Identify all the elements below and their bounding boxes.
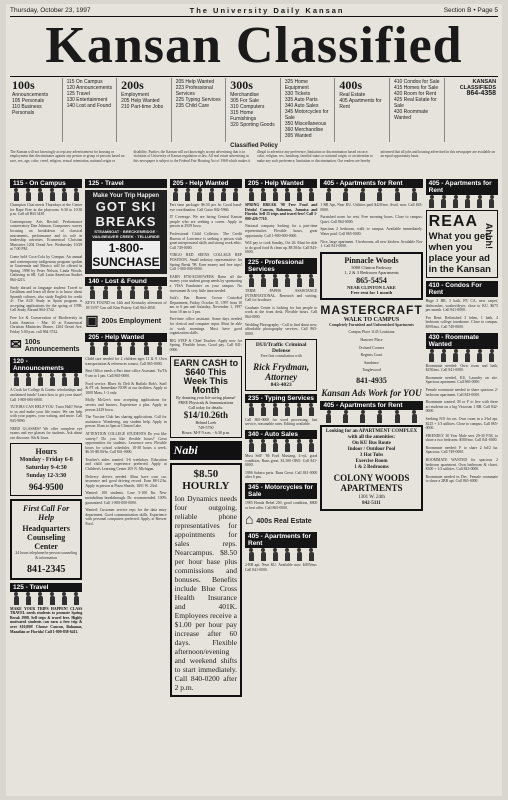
section-header: 125 - Travel bbox=[10, 583, 82, 592]
megaphone-icon: ✉ bbox=[10, 338, 22, 354]
section-header: 340 - Auto Sales bbox=[245, 430, 317, 439]
classified-ad: Will pay to cook Sunday, Oct 26. Must be able to do good food & clean up. $8.50/hr. Call 843-0000. bbox=[245, 241, 318, 255]
index-line: 395 Wanted bbox=[284, 133, 312, 139]
section-header: 410 - Condos For Rent bbox=[426, 281, 498, 297]
section-header: 205 - Help Wanted bbox=[245, 179, 317, 188]
classified-ad: IT Coverage. We are hiring Central Kansas people who are seeking a career. Apply in person at 2929 Iowa. bbox=[169, 215, 242, 229]
people-strip-icon bbox=[245, 405, 317, 416]
classified-ad: 1 BR Apt, Near KU. Utilities paid $420/mo. Avail. now. Call 843-0000. bbox=[320, 203, 423, 212]
announcements-banner: ✉ 100s Announcements bbox=[10, 338, 80, 354]
index-icon-300s: 300s bbox=[230, 78, 253, 92]
classified-ad: MAKE YOUR TRIPS HAPPEN! CLASS TRAVEL needs students to promote Spring Break 1998. Sell trips & travel free. Highly motivated students can earn a free trip & over $10,000! Choose Cancun, Bahamas, Mazatlan or Florida! Call 1-800-838-6411. bbox=[10, 606, 83, 634]
index-col-7 bbox=[337, 78, 390, 142]
contact-block bbox=[447, 78, 499, 142]
section-header: 405 - Apartments for Rent bbox=[320, 401, 422, 410]
houses-strip-icon bbox=[426, 197, 498, 208]
index-line: 235 Child Care bbox=[175, 103, 210, 109]
classified-index bbox=[10, 78, 498, 142]
index-line: 320 Sporting Goods bbox=[230, 122, 275, 128]
classified-ad: ATTENTION COLLEGE STUDENTS Do you like variety? Do you like flexible hours? Great opportunities for students. Lawrence area. Flexible hours for school schedules. 10-30 hours a week. $6.50-$8.00/hr. Call 841-0000. bbox=[85, 431, 167, 455]
masthead-rule bbox=[10, 76, 498, 77]
index-line: 420 Room for Rent bbox=[393, 91, 437, 97]
index-line: 345 Motorcycles for Sale bbox=[284, 109, 329, 121]
people-strip-icon bbox=[85, 344, 166, 355]
index-col-6 bbox=[283, 78, 336, 142]
plasma-ad: EARN CASH to $640 This Week This Month By donating your life saving plasma! FREE Physicals & Immunizations Call today for details: $14/10.26th Behind Loeb 749-5750 Hours: M-F 9 a.m. - 6:30 p.m. bbox=[170, 356, 242, 438]
classified-ad: Part-time office assistant: Some days needed for clerical and computer input. Must be able to work mornings. Must have good organization skills. bbox=[169, 317, 242, 336]
index-line: Announcements bbox=[12, 92, 49, 98]
classified-ad: VIRGO RED SEENS COLLEGE REP POSITION. Small industry representative for Spring Break '98. Earn money and free trips! Call 1-800-000-0000. bbox=[169, 253, 242, 272]
index-line: 125 Travel bbox=[66, 91, 90, 97]
index-line: 315 Home Furnishings bbox=[230, 110, 257, 122]
index-col-8 bbox=[392, 78, 445, 142]
classified-ad: 2-BR apt, Near KU. Available now. $495/mo. Call 841-0000. bbox=[245, 563, 318, 572]
briefcase-icon: ▣ bbox=[85, 314, 99, 330]
index-line: 305 For Sale bbox=[230, 98, 259, 104]
index-col-3 bbox=[119, 78, 172, 142]
index-line: 410 Condos for Sale bbox=[393, 79, 440, 85]
section-header: 205 - Help Wanted bbox=[85, 333, 166, 342]
policy-text: The Kansan will not knowingly accept any advertisement for housing or employment that discriminates against any person or group of persons based on race, sex, age, color, creed, religion, sexual orientation, national origin or disability. Further, the Kansan will not knowingly accept advertising that is in violation of University of Kansas regulation or law. All real estate advertising in this newspaper is subject to the Federal Fair Housing Act of 1968 which makes it illegal to advertise any preference, limitation or discrimination based on race, color, religion, sex, handicap, familial status or national origin, or an intention to make any such preference, limitation or discrimination. Our readers are hereby informed that all jobs and housing advertised in this newspaper are available on an equal opportunity basis. bbox=[10, 150, 496, 163]
first-call-ad: First Call For Help Headquarters Counseling Center 24 hours telephone/in-person counseling & information 841-2345 bbox=[10, 499, 82, 579]
classified-ad: Best Office needs a Part time office Assistant. Tu/Th 9 am to 1 pm. Call 865-0000. bbox=[85, 369, 167, 378]
page-header bbox=[10, 6, 498, 15]
car-strip-icon bbox=[245, 441, 317, 452]
people-strip-icon bbox=[245, 276, 317, 287]
section-header: 405 - Apartments for Rent bbox=[320, 179, 422, 188]
classified-ad: The Vaccine Club has sharing applications. Call for assistance. Wondering, any student help. Apply in person 10am to 3pm at Clinton Lake. bbox=[85, 415, 167, 429]
houses-strip-icon bbox=[320, 190, 422, 201]
classified-ad: Free Ice & Conservation of Biodiversity in Latin America - Mar. 10 at Ecumenical Christian Ministries Dinner, 1204 Oread Ave. Friday 5:00 p.m. call 864-3742. bbox=[10, 316, 83, 334]
index-icon-400s: 400s bbox=[339, 78, 363, 92]
classified-ad: Wanted: 100 students. Lose 5-100 lbs. New metabolism breakthrough. Dr. recommended. 100% guaranteed. Call 1-800-000-0000. bbox=[85, 491, 167, 505]
index-col-5 bbox=[228, 78, 281, 142]
classified-ad: A Cook for College & Grants: scholarships and unclaimed funds! Learn how to get your share! Call 1-800-000-0000. bbox=[10, 388, 83, 402]
classified-ad: Professional Child Collector. The Credit Bureau of Lawrence is seeking a person with great interpersonal skills and strong work ethic. Call 749-0000. bbox=[169, 231, 242, 250]
section-header: 225 - Professional Services bbox=[245, 258, 317, 274]
kansan-self-promo-ad: REAA What you get when you place your ad in the Kansan Ahhh! bbox=[426, 210, 498, 278]
classified-ad: Food service. Blues St. Deli & Buffalo Bob's. Staff & PT ok. Immediate NOW at our facilities. Apply at 1008 Mass, 1-3 only. bbox=[85, 381, 167, 395]
classified-ad: Must Sell! '86 Ford Mustang, 4-cyl, good condition. Runs great. $1,500 OBO. Call 841-0000. bbox=[245, 454, 318, 468]
people-strip-icon bbox=[170, 190, 242, 201]
classified-ad: Teacher's aides wanted. 3-6 weekdays. Education and child care experience preferred. Apply at Children's Learning Center 205 N. Michigan. bbox=[85, 457, 167, 472]
section-header: 125 - Travel bbox=[85, 179, 166, 188]
classified-ad: Call 865-0000 for word processing, fast service, reasonable rates. Editing available. bbox=[245, 417, 318, 427]
section-page: Section B • Page 5 bbox=[443, 7, 498, 14]
index-line: 325 Home Equipment bbox=[284, 79, 309, 91]
classified-ad: Graduate Center is looking for fun people to work at the front desk. Flexible hours. Call 864-0000. bbox=[245, 305, 318, 319]
column-6 bbox=[426, 179, 498, 792]
classified-ad: Delivery drivers needed. Must have own car, insurance and good driving record. Earn $8-12/hr. Apply in person at Pizza Shuttle, 1601 W. 23rd. bbox=[85, 474, 167, 488]
section-header: 115 - On Campus bbox=[10, 179, 82, 188]
kansan-ads-promo: Kansan Ads Work for YOU bbox=[321, 387, 422, 398]
classified-ad: NEED GLASSES? We offer complete eye exams and eye glasses for students. Ask about our discount. 9th & Iowa. bbox=[10, 426, 83, 440]
classified-ad: KEYS FOUND on 14th and Kentucky afternoon of 10/15/97 Can call Kim Pottery Call 864-4858. bbox=[85, 301, 167, 310]
houses-strip-icon bbox=[320, 412, 422, 423]
index-line: 105 Personals bbox=[12, 98, 44, 104]
index-col-4 bbox=[174, 78, 227, 142]
section-header: 405 - Apartments for Rent bbox=[426, 179, 498, 195]
index-line: 360 Merchandise bbox=[284, 127, 324, 133]
colony-woods-ad: Looking for an APARTMENT COMPLEX with all the amenities: On KU Bus Route Indoor / Outdoor Pool 3 Hot Tubs Exercise Room 1 & 2 Bedrooms COLONY WOODS APARTMENTS 1301 W. 24th 842-5111 bbox=[320, 425, 422, 511]
classified-ad: Study abroad as language student: Travel to Castilians and learn all there is to know about Spanish cultures, also study English for credit 4+. The ACE Study in Spain program is accepting applications for the spring of 1998. Call Study Abroad 864-3742. bbox=[10, 285, 83, 313]
index-line: Employment bbox=[121, 92, 149, 98]
people-strip-icon bbox=[10, 190, 82, 201]
classified-ad: SPRING BREAK '98 Free Food and Drinks! Cancun, Bahamas, Jamaica and Florida. Sell 15 trips and travel free! Call 1-800-426-7710. bbox=[245, 203, 318, 221]
nabi-logo: Nabi bbox=[170, 441, 242, 460]
index-icon-200s: 200s bbox=[121, 78, 144, 92]
index-line: 335 Auto Parts bbox=[284, 97, 318, 103]
classified-ad: Wedding Photography - Call to find about new, affordable photography services. Call 865-0000. bbox=[245, 322, 318, 336]
pinnacle-woods-ad: Pinnacle Woods 5000 Clinton Parkway 1, 2 & 3 Bedroom Apartments 865-5454 NEAR CLINTON LAKE Free rent for 1 month bbox=[320, 252, 422, 300]
classified-ad: Nice, large apartment. 3 bedrooms, all new kitchen. Available Nov 1. Call 841-0000. bbox=[320, 239, 423, 249]
classified-ad: TUTORS CAN HELP YOU: Tutor Hall! Write to us and make your life easier. We can help with your papers, your writing, and more. Call 843-9090. bbox=[10, 405, 83, 423]
index-col-1 bbox=[10, 78, 63, 142]
index-line: 205 Help Wanted bbox=[175, 79, 215, 85]
index-line: 340 Auto Sales bbox=[284, 103, 319, 109]
classified-ad: Wanted: Customer service reps for the data entry department. Good communication skills. Experience with personal computers preferred. Apply at Brewer Ford. bbox=[85, 508, 167, 526]
index-line: 330 Tickets bbox=[284, 91, 311, 97]
classified-ad: Part time packager $6.50 per hr. Good hand-eye coordination. Call Gator 842-5966. bbox=[169, 203, 242, 212]
index-line: Real Estate bbox=[339, 92, 366, 98]
classified-ad: Roommate wanted. M or F to live with three art students on a big Victorian 1 BR. Call 842-0000. bbox=[425, 400, 498, 414]
people-strip-icon bbox=[426, 351, 498, 362]
index-line: 120 Announcements bbox=[66, 85, 113, 91]
index-line: 115 On Campus bbox=[66, 79, 103, 85]
index-line: 110 Business Personals bbox=[12, 104, 42, 116]
issue-date: Thursday, October 23, 1997 bbox=[10, 7, 91, 14]
section-header: 205 - Help Wanted bbox=[170, 179, 242, 188]
attorney-ad: DUI/Traffic Criminal Defense Free first consultation with Rick Frydman, Attorney 843-4023 bbox=[245, 339, 317, 391]
section-header: 140 - Lost & Found bbox=[85, 277, 166, 286]
classified-ad: Roommate needed in Dec. Female roommate to share a 2BR apt. Call 865-0000. bbox=[425, 474, 498, 484]
column-4 bbox=[245, 179, 317, 792]
paper-name: The University Daily Kansan bbox=[189, 6, 345, 15]
column-5 bbox=[320, 179, 422, 792]
section-header: 405 - Apartments for Rent bbox=[245, 532, 317, 548]
classified-ad: Roommate needed: F to share 2 bd/2 ba. Spacious. Call 749-0000. bbox=[425, 445, 498, 455]
people-strip-icon bbox=[10, 594, 82, 605]
index-line: 415 Homes for Sale bbox=[393, 85, 439, 91]
column-2 bbox=[85, 179, 166, 792]
column-3 bbox=[170, 179, 242, 792]
classified-ad: Huge 3 BR, 3 bath, FP, CA, new carpet, dishwasher, washer/dryer, close to KU. $675 per month. Call 841-0000. bbox=[425, 299, 498, 313]
classified-ad: Roommate needed: Own room and bath, $250/mo. Call 841-0000. bbox=[425, 363, 498, 373]
classified-ad: Come hold Coca-Cola by Campus. An annual and contemporary indigenous program spoken in Guatemala and Mexico will be offered in Spring 1998 by Peter Nelson, Linda Woods. Gathering in SR. Call Latin American Studies 864-4213. bbox=[10, 254, 83, 282]
classified-ad: Contemporary Arts Recital: Performance conservatory Dan Johnson, Composers: survey focusing on breakdown of classical instruments, performance and its role in leadership activities. Ecumenical Christian Ministries 1204 Oread Ave. Wednesday 10/29 at 7:00 PM. bbox=[10, 219, 83, 252]
classified-ad: Molly McGee's now accepting applications for servers and bussers. Experience a plus. Apply in person 2429 Iowa. bbox=[85, 398, 167, 412]
ion-dynamics-ad: $8.50 HOURLY Ion Dynamics needs four outgoing, reliable phone representatives for appointments for sales reps. Nearcampus. $8.50 per hour base plus commissions and bonuses. Benefits include Blue Cross Health Insurance and 401K. Employees receive a $1.00 per hour pay increase after 60 days. Flexible afternoon/evening and weekend shifts to start immediately. Call 840-0200 after 2 p.m. bbox=[170, 463, 242, 697]
watkins-hours-ad: Hours Monday - Friday 6-8 Saturday 9-4:30 Sunday 12-3:30 964-9500 bbox=[10, 443, 82, 496]
classified-ad: For Rent: Refinished 3 bdrm, 1 bath, 4 bedroom college townhome. Close to campus. $595/mo. Call 749-0000. bbox=[425, 315, 498, 329]
index-col-2 bbox=[65, 78, 118, 142]
classified-ad: Jack's Bar. Honest Crown Custodial Department, Friday, October 31, 1997 from 10 am to 6 pm and Saturday, November 1, 1997 from 10 am to 3 pm. bbox=[169, 296, 242, 314]
index-icon-100s: 100s bbox=[12, 78, 35, 92]
index-line: 430 Roommate Wanted bbox=[393, 109, 429, 121]
index-line: 205 Help Wanted bbox=[121, 98, 160, 104]
classified-ad: BIG STEP & Chief Teacher: Apply now for Spring. Flexible hours. Good pay. Call 841-0000. bbox=[169, 338, 242, 353]
people-strip-icon bbox=[10, 375, 82, 386]
section-header: 120 - Announcements bbox=[10, 357, 82, 373]
house-icon: ⌂ bbox=[245, 513, 254, 529]
classified-ad: EARN $750-$1500/WEEK Raise all the money your student group needs by sponsoring a VISA Fundraiser on your campus. No investment & very little time needed. bbox=[169, 274, 242, 293]
classified-ad: Child care needed for 2 children ages 11 & 9. Own transportation & references a must. Call 865-0000. bbox=[85, 357, 167, 366]
index-line: 130 Entertainment bbox=[66, 97, 108, 103]
classified-ad: National company looking for a part-time representative. Flexible hours, great opportunity. Call 1-800-000-0000. bbox=[245, 224, 318, 238]
index-line: 310 Computers bbox=[230, 104, 265, 110]
classified-ad: Seeking N/S for rm. Own room in a 3-bd apt. $225 + 1/3 utilities. Close to campus. Call 865-0000. bbox=[425, 416, 498, 431]
classified-ad: TERM PAPER ASSISTANCE INTERNATIONAL. Research and writing. Call for brochure. bbox=[245, 288, 318, 303]
index-line: 225 Typing Services bbox=[175, 97, 221, 103]
contact-label: KANSAN CLASSIFIEDS bbox=[459, 79, 497, 91]
policy-title: Classified Policy bbox=[230, 143, 278, 149]
ski-breaks-ad: Make Your Trip Happen GOT SKI BREAKS STEAMBOAT · BRECKENRIDGE · VAIL/BEAVER CREEK · TELLURIDE 1-800-SUNCHASE bbox=[85, 190, 166, 274]
contact-phone: 864-4358 bbox=[466, 90, 497, 97]
employment-banner: ▣ 200s Employment bbox=[85, 314, 162, 330]
classified-ad: Spacious 2 bedroom, walk to campus. Available immediately. Water paid. Call 865-0000. bbox=[320, 227, 423, 236]
people-strip-icon bbox=[245, 190, 317, 201]
classified-ad: Champion Chat meets Thursdays at the Center for Rape Free in the playroom. 6:30 to 10:30 p.m. Call all Hill 3430. bbox=[10, 203, 83, 217]
masthead-title: Kansan Classified bbox=[45, 17, 463, 74]
classified-ad: Furnished room for rent. Free morning hours. Close to campus. Quiet. Call 864-0000. bbox=[320, 215, 423, 224]
section-header: 345 - Motorcycles for Sale bbox=[245, 483, 317, 499]
classified-columns bbox=[10, 179, 498, 792]
index-line: 425 Real Estate for Sale bbox=[393, 97, 437, 109]
index-line: 405 Apartments for Rent bbox=[339, 98, 382, 110]
classified-ad: 1985 Honda Rebel 250, good condition, $800 or best offer. Call 865-0000. bbox=[245, 501, 318, 510]
index-line: 140 Lost and Found bbox=[66, 103, 112, 109]
index-line: Merchandise bbox=[230, 92, 259, 98]
classified-ad: FRIENDLY 30 Year Male sees 20-30 F/M, to share a two bedroom. $500/mo. Call 841-0000. bbox=[425, 433, 498, 443]
column-1 bbox=[10, 179, 82, 792]
mastercraft-ad: MASTERCRAFT WALK TO CAMPUS Completely Furnished and Unfurnished Apartments Campus Place 1145 Louisiana Hanover Place Orchard Corners Regents Court Sundance Tanglewood 841-4935 bbox=[320, 302, 423, 385]
index-line: 210 Part-time Jobs bbox=[121, 104, 164, 110]
section-header: 430 - Roommate Wanted bbox=[426, 333, 498, 349]
classified-ad: Female roommate needed to share spacious 2-bedroom apartment. Call 843-0000. bbox=[425, 387, 498, 397]
houses-strip-icon bbox=[245, 550, 317, 561]
classified-ad: 1986 Subaru parts. Runs Great. Call 841-0000 after 6 pm. bbox=[245, 470, 318, 480]
classified-ad: ROOMMATE WANTED for spacious 2 bedroom apartment. Own bathroom & closet. $300 + 1/2 utilities. Call 843-0000. bbox=[425, 458, 498, 472]
real-estate-banner: ⌂ 400s Real Estate bbox=[245, 513, 312, 529]
section-header: 235 - Typing Services bbox=[245, 394, 317, 403]
newspaper-page bbox=[6, 4, 502, 796]
people-strip-icon bbox=[85, 288, 166, 299]
index-line: 223 Professional Services bbox=[175, 85, 213, 97]
index-line: 350 Miscellaneous bbox=[284, 121, 327, 127]
classified-ad: Roommate needed, KU, Laundry on site. Spacious apartment. Call 865-0000. bbox=[425, 375, 498, 385]
